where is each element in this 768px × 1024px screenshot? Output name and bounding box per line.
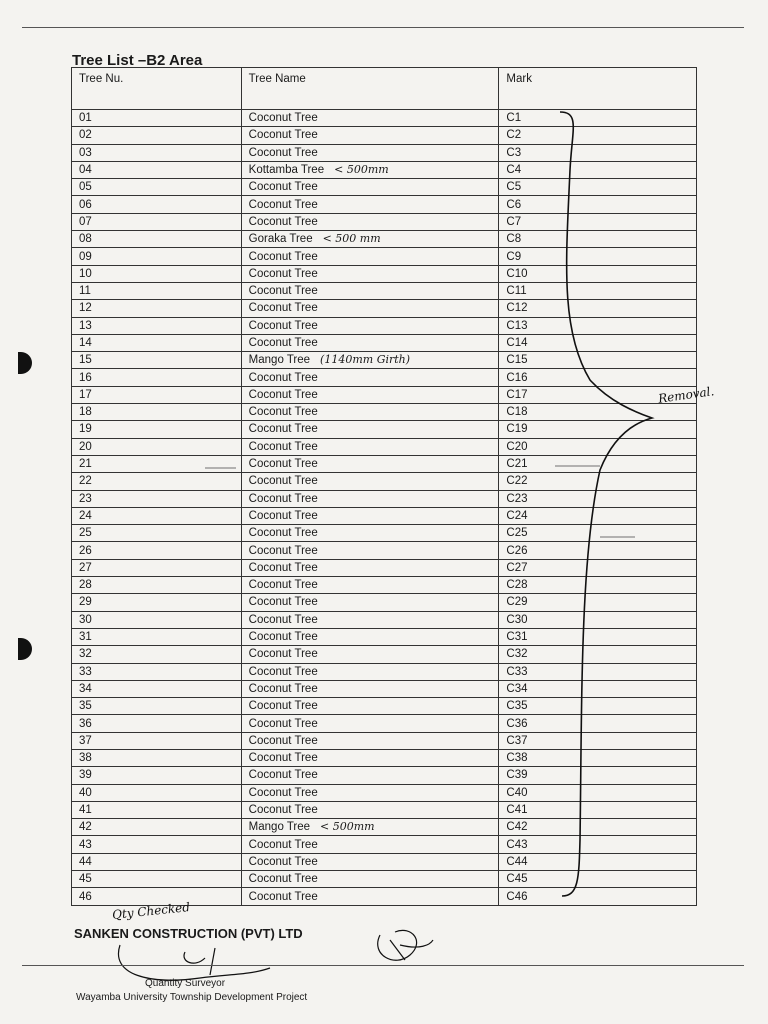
tree-number: 11	[72, 282, 242, 299]
tree-mark: C30	[499, 611, 697, 628]
tree-number: 22	[72, 473, 242, 490]
size-note: < 500 mm	[322, 232, 381, 246]
tree-name: Coconut Tree	[248, 838, 318, 851]
tree-number: 23	[72, 490, 242, 507]
tree-name: Goraka Tree	[248, 233, 313, 246]
tree-name: Coconut Tree	[248, 752, 318, 765]
tree-name: Coconut Tree	[248, 492, 318, 505]
checked-note: Qty Checked	[111, 899, 191, 923]
size-note: < 500mm	[320, 820, 375, 834]
tree-number: 30	[72, 611, 242, 628]
tree-name: Coconut Tree	[248, 423, 318, 436]
tree-number: 20	[72, 438, 242, 455]
tree-number: 09	[72, 248, 242, 265]
tree-name: Coconut Tree	[248, 129, 318, 142]
tree-mark: C44	[499, 853, 697, 870]
tree-name: Coconut Tree	[248, 267, 318, 280]
tree-number: 14	[72, 334, 242, 351]
tree-mark: C9	[499, 248, 697, 265]
tree-number: 45	[72, 871, 242, 888]
tree-number: 37	[72, 732, 242, 749]
tree-mark: C46	[499, 888, 697, 905]
tree-number: 24	[72, 507, 242, 524]
tree-number: 04	[72, 161, 242, 178]
tree-mark: C6	[499, 196, 697, 213]
initials-signature	[378, 930, 433, 960]
tree-mark: C23	[499, 490, 697, 507]
tree-name: Coconut Tree	[248, 873, 318, 886]
tree-name: Coconut Tree	[248, 509, 318, 522]
tree-number: 43	[72, 836, 242, 853]
tree-name: Coconut Tree	[248, 613, 318, 626]
tree-name: Coconut Tree	[248, 527, 318, 540]
tree-mark: C31	[499, 628, 697, 645]
tree-mark: C21	[499, 455, 697, 472]
tree-name: Coconut Tree	[248, 665, 318, 678]
tree-mark: C40	[499, 784, 697, 801]
tree-name: Coconut Tree	[248, 250, 318, 263]
tree-number: 02	[72, 127, 242, 144]
tree-mark: C27	[499, 559, 697, 576]
tree-name: Coconut Tree	[248, 579, 318, 592]
tree-name: Coconut Tree	[248, 146, 318, 159]
tree-number: 33	[72, 663, 242, 680]
tree-mark: C2	[499, 127, 697, 144]
tree-name: Coconut Tree	[248, 285, 318, 298]
tree-name: Coconut Tree	[248, 734, 318, 747]
tree-number: 06	[72, 196, 242, 213]
tree-name: Coconut Tree	[248, 112, 318, 125]
tree-mark: C39	[499, 767, 697, 784]
tree-name: Coconut Tree	[248, 198, 318, 211]
tree-number: 38	[72, 749, 242, 766]
tree-mark: C12	[499, 300, 697, 317]
company-name: SANKEN CONSTRUCTION (PVT) LTD	[74, 926, 303, 941]
tree-mark: C3	[499, 144, 697, 161]
tree-name: Coconut Tree	[248, 700, 318, 713]
project-name: Wayamba University Township Development Project	[76, 992, 308, 1003]
tree-number: 19	[72, 421, 242, 438]
qs-title: Quantity Surveyor	[145, 978, 226, 989]
tree-mark: C38	[499, 749, 697, 766]
size-note: (1140mm Girth)	[320, 353, 411, 367]
tree-mark: C10	[499, 265, 697, 282]
tree-mark: C28	[499, 577, 697, 594]
tree-mark: C17	[499, 386, 697, 403]
tree-number: 16	[72, 369, 242, 386]
tree-number: 28	[72, 577, 242, 594]
tree-number: 46	[72, 888, 242, 905]
tree-number: 31	[72, 628, 242, 645]
tree-name: Coconut Tree	[248, 631, 318, 644]
tree-name: Coconut Tree	[248, 406, 318, 419]
tree-number: 18	[72, 404, 242, 421]
tree-number: 12	[72, 300, 242, 317]
tree-name: Coconut Tree	[248, 319, 318, 332]
tree-mark: C18	[499, 404, 697, 421]
tree-name: Coconut Tree	[248, 337, 318, 349]
tree-mark: C32	[499, 646, 697, 663]
tree-name: Coconut Tree	[248, 561, 318, 574]
tree-name: Coconut Tree	[248, 371, 318, 384]
tree-name: Coconut Tree	[248, 475, 318, 488]
tree-mark: C11	[499, 282, 697, 299]
tree-number: 41	[72, 801, 242, 818]
tree-name: Coconut Tree	[248, 181, 318, 194]
tree-mark: C16	[499, 369, 697, 386]
page-title: Tree List –B2 Area	[72, 52, 203, 69]
tree-name: Coconut Tree	[248, 388, 318, 401]
tree-number: 44	[72, 853, 242, 870]
tree-number: 35	[72, 698, 242, 715]
tree-number: 29	[72, 594, 242, 611]
tree-mark: C25	[499, 525, 697, 542]
tree-name: Kottamba Tree	[248, 164, 325, 177]
header-tree-name: Tree Name	[241, 68, 499, 110]
tree-number: 36	[72, 715, 242, 732]
tree-number: 05	[72, 179, 242, 196]
tree-mark: C35	[499, 698, 697, 715]
tree-name: Coconut Tree	[248, 682, 318, 695]
header-tree-number: Tree Nu.	[72, 68, 242, 110]
bottom-rule	[22, 965, 744, 966]
tree-number: 32	[72, 646, 242, 663]
tree-name: Coconut Tree	[248, 717, 318, 730]
tree-name: Coconut Tree	[248, 890, 318, 903]
tree-number: 39	[72, 767, 242, 784]
tree-name: Coconut Tree	[248, 544, 318, 557]
tree-mark: C33	[499, 663, 697, 680]
tree-number: 17	[72, 386, 242, 403]
tree-name: Coconut Tree	[248, 440, 318, 453]
tree-number: 03	[72, 144, 242, 161]
tree-mark: C41	[499, 801, 697, 818]
signature	[118, 945, 270, 980]
tree-mark: C8	[499, 231, 697, 248]
tree-mark: C37	[499, 732, 697, 749]
tree-name: Coconut Tree	[248, 786, 318, 799]
tree-mark: C29	[499, 594, 697, 611]
tree-name: Coconut Tree	[248, 596, 318, 609]
tree-number: 21	[72, 455, 242, 472]
tree-mark: C34	[499, 680, 697, 697]
tree-mark: C7	[499, 213, 697, 230]
tree-number: 25	[72, 525, 242, 542]
tree-name: Mango Tree	[248, 354, 311, 367]
tree-number: 01	[72, 110, 242, 127]
tree-mark: C1	[499, 110, 697, 127]
tree-number: 40	[72, 784, 242, 801]
tree-number: 42	[72, 819, 242, 836]
tree-mark: C15	[499, 352, 697, 369]
tree-mark: C24	[499, 507, 697, 524]
tree-mark: C22	[499, 473, 697, 490]
tree-number: 10	[72, 265, 242, 282]
tree-name: Coconut Tree	[248, 648, 318, 661]
tree-mark: C26	[499, 542, 697, 559]
tree-mark: C45	[499, 871, 697, 888]
bracket-note: Removal.	[657, 384, 716, 406]
tree-number: 15	[72, 352, 242, 369]
size-note: < 500mm	[334, 163, 389, 177]
header-mark: Mark	[499, 68, 697, 110]
tree-mark: C36	[499, 715, 697, 732]
tree-number: 13	[72, 317, 242, 334]
tree-number: 26	[72, 542, 242, 559]
tree-number: 27	[72, 559, 242, 576]
tree-name: Coconut Tree	[248, 769, 318, 782]
tree-name: Coconut Tree	[248, 302, 318, 315]
tree-name: Coconut Tree	[248, 804, 318, 817]
tree-mark: C20	[499, 438, 697, 455]
tree-mark: C5	[499, 179, 697, 196]
tree-name: Coconut Tree	[248, 855, 318, 868]
tree-number: 34	[72, 680, 242, 697]
tree-name: Coconut Tree	[248, 215, 318, 228]
bracket-stroke	[560, 112, 652, 896]
tree-mark: C4	[499, 161, 697, 178]
tree-number: 07	[72, 213, 242, 230]
tree-mark: C42	[499, 819, 697, 836]
tree-mark: C19	[499, 421, 697, 438]
tree-name: Coconut Tree	[248, 458, 318, 471]
tree-number: 08	[72, 231, 242, 248]
tree-mark: C43	[499, 836, 697, 853]
tree-name: Mango Tree	[248, 821, 311, 834]
tree-mark: C13	[499, 317, 697, 334]
tree-mark: C14	[499, 334, 697, 351]
